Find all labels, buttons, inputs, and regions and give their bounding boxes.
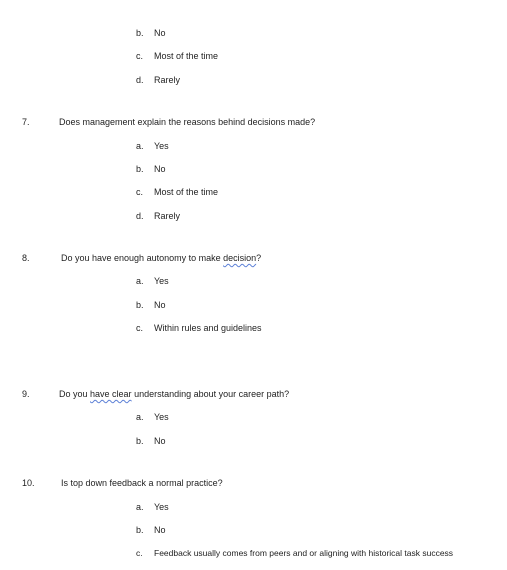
option-item — [136, 435, 166, 447]
option-letter: c. — [136, 323, 144, 333]
question-number: 9. — [22, 389, 30, 399]
option-item — [136, 322, 262, 334]
option-text: No — [154, 164, 166, 174]
option-text: Yes — [154, 141, 169, 151]
option-letter: a. — [136, 141, 144, 151]
question-text: Does management explain the reasons behind decisions made? — [59, 117, 316, 127]
option-text: No — [154, 525, 166, 535]
option-letter: b. — [136, 164, 144, 174]
question-text: Do you have enough autonomy to make decision? — [61, 253, 262, 263]
option-letter: c. — [136, 187, 144, 197]
option-item — [136, 210, 180, 222]
option-item — [136, 27, 166, 39]
option-item — [136, 74, 180, 86]
option-text: Yes — [154, 502, 169, 512]
option-text: No — [154, 300, 166, 310]
question-number: 7. — [22, 117, 30, 127]
option-text: Most of the time — [154, 187, 219, 197]
option-letter: a. — [136, 412, 144, 422]
option-item — [136, 275, 169, 287]
option-text: No — [154, 28, 166, 38]
option-letter: a. — [136, 276, 144, 286]
option-text: Yes — [154, 412, 169, 422]
option-letter: d. — [136, 75, 144, 85]
question-text: Do you have clear understanding about your career path? — [59, 389, 290, 399]
option-item — [136, 186, 218, 198]
option-item — [136, 547, 453, 559]
option-item — [136, 140, 169, 152]
option-text: Within rules and guidelines — [154, 323, 262, 333]
option-letter: b. — [136, 28, 144, 38]
option-letter: c. — [136, 548, 143, 558]
option-letter: d. — [136, 211, 144, 221]
option-text: Feedback usually comes from peers and or aligning with historical task success — [154, 548, 454, 558]
option-text: Most of the time — [154, 51, 219, 61]
question-number: 8. — [22, 253, 30, 263]
question-number: 10. — [22, 478, 35, 488]
option-letter: b. — [136, 525, 144, 535]
option-letter: c. — [136, 51, 144, 61]
option-item — [136, 411, 169, 423]
question-text: Is top down feedback a normal practice? — [61, 478, 223, 488]
option-text: Rarely — [154, 75, 181, 85]
option-item — [136, 501, 169, 513]
option-item — [136, 163, 166, 175]
option-text: No — [154, 436, 166, 446]
option-text: Rarely — [154, 211, 181, 221]
option-item — [136, 524, 166, 536]
option-letter: a. — [136, 502, 144, 512]
option-item — [136, 299, 166, 311]
option-letter: b. — [136, 436, 144, 446]
spellcheck-flag[interactable]: decision — [223, 253, 257, 263]
option-item — [136, 50, 218, 62]
spellcheck-flag[interactable]: have clear — [90, 389, 132, 399]
option-text: Yes — [154, 276, 169, 286]
option-letter: b. — [136, 300, 144, 310]
